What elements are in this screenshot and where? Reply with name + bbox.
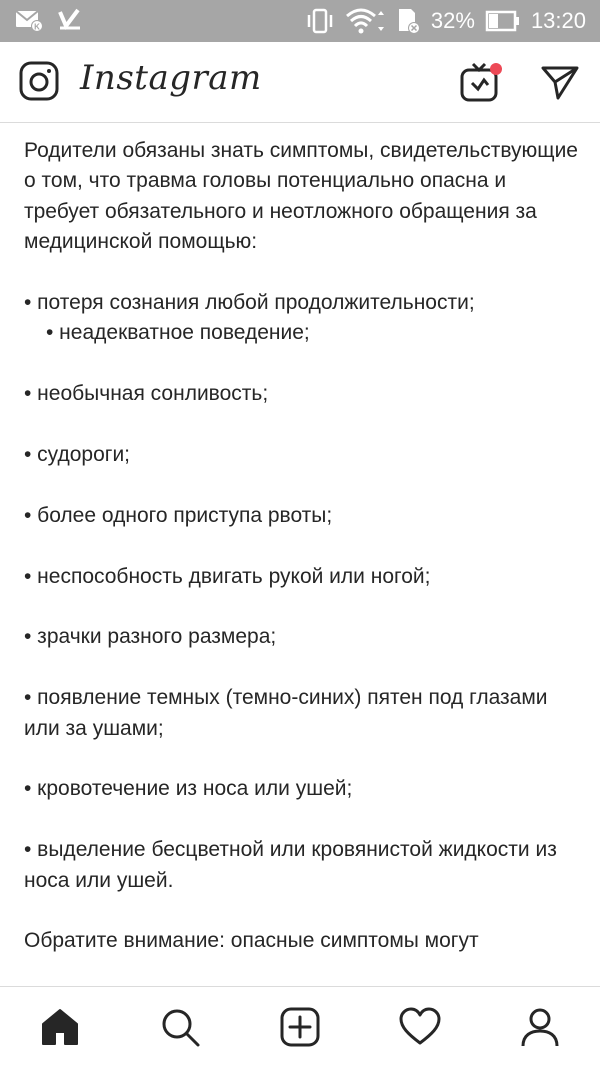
battery-icon (485, 7, 521, 35)
new-post-icon[interactable] (276, 1003, 324, 1051)
mail-notification-icon (14, 6, 44, 34)
symptom-item: • выделение бесцветной или кровянистой жидкости из носа или ушей. (24, 838, 557, 892)
check-notification-icon (56, 6, 84, 34)
bottom-nav (0, 986, 600, 1067)
symptom-item: • судороги; (24, 443, 131, 467)
symptom-item: • появление темных (темно-синих) пятен под глазами или за ушами; (24, 686, 548, 740)
search-icon[interactable] (156, 1003, 204, 1051)
instagram-logo[interactable]: Instagram (80, 58, 262, 98)
caption-intro: Родители обязаны знать симптомы, свидетельствующие о том, что травма головы потенциально опасна и требует обязательного и неотложного обращения за медицинской помощью: (24, 139, 578, 254)
svg-text:K: K (34, 22, 40, 32)
wifi-icon (345, 7, 385, 35)
clock-time: 13:20 (530, 8, 586, 33)
sd-card-icon (395, 7, 421, 35)
symptom-item: • более одного приступа рвоты; (24, 503, 333, 527)
profile-icon[interactable] (516, 1003, 564, 1051)
app-header (0, 42, 600, 123)
battery-percent: 32% (430, 8, 475, 33)
activity-heart-icon[interactable] (396, 1003, 444, 1051)
post-caption (24, 136, 584, 986)
home-icon[interactable] (36, 1003, 84, 1051)
symptom-item: • неадекватное поведение; (46, 321, 310, 345)
direct-message-icon[interactable] (540, 62, 580, 107)
symptom-item: • зрачки разного размера; (24, 625, 277, 649)
notification-dot (490, 63, 502, 75)
caption-outro: Обратите внимание: опасные симптомы могут (24, 929, 479, 953)
igtv-icon[interactable] (458, 60, 504, 111)
vibrate-icon (305, 7, 335, 35)
status-bar (0, 0, 600, 42)
camera-icon[interactable] (18, 60, 60, 107)
symptom-item: • кровотечение из носа или ушей; (24, 777, 353, 801)
symptom-item: • необычная сонливость; (24, 382, 269, 406)
symptom-item: • неспособность двигать рукой или ногой; (24, 564, 431, 588)
symptom-item: • потеря сознания любой продолжительности; (24, 291, 475, 315)
